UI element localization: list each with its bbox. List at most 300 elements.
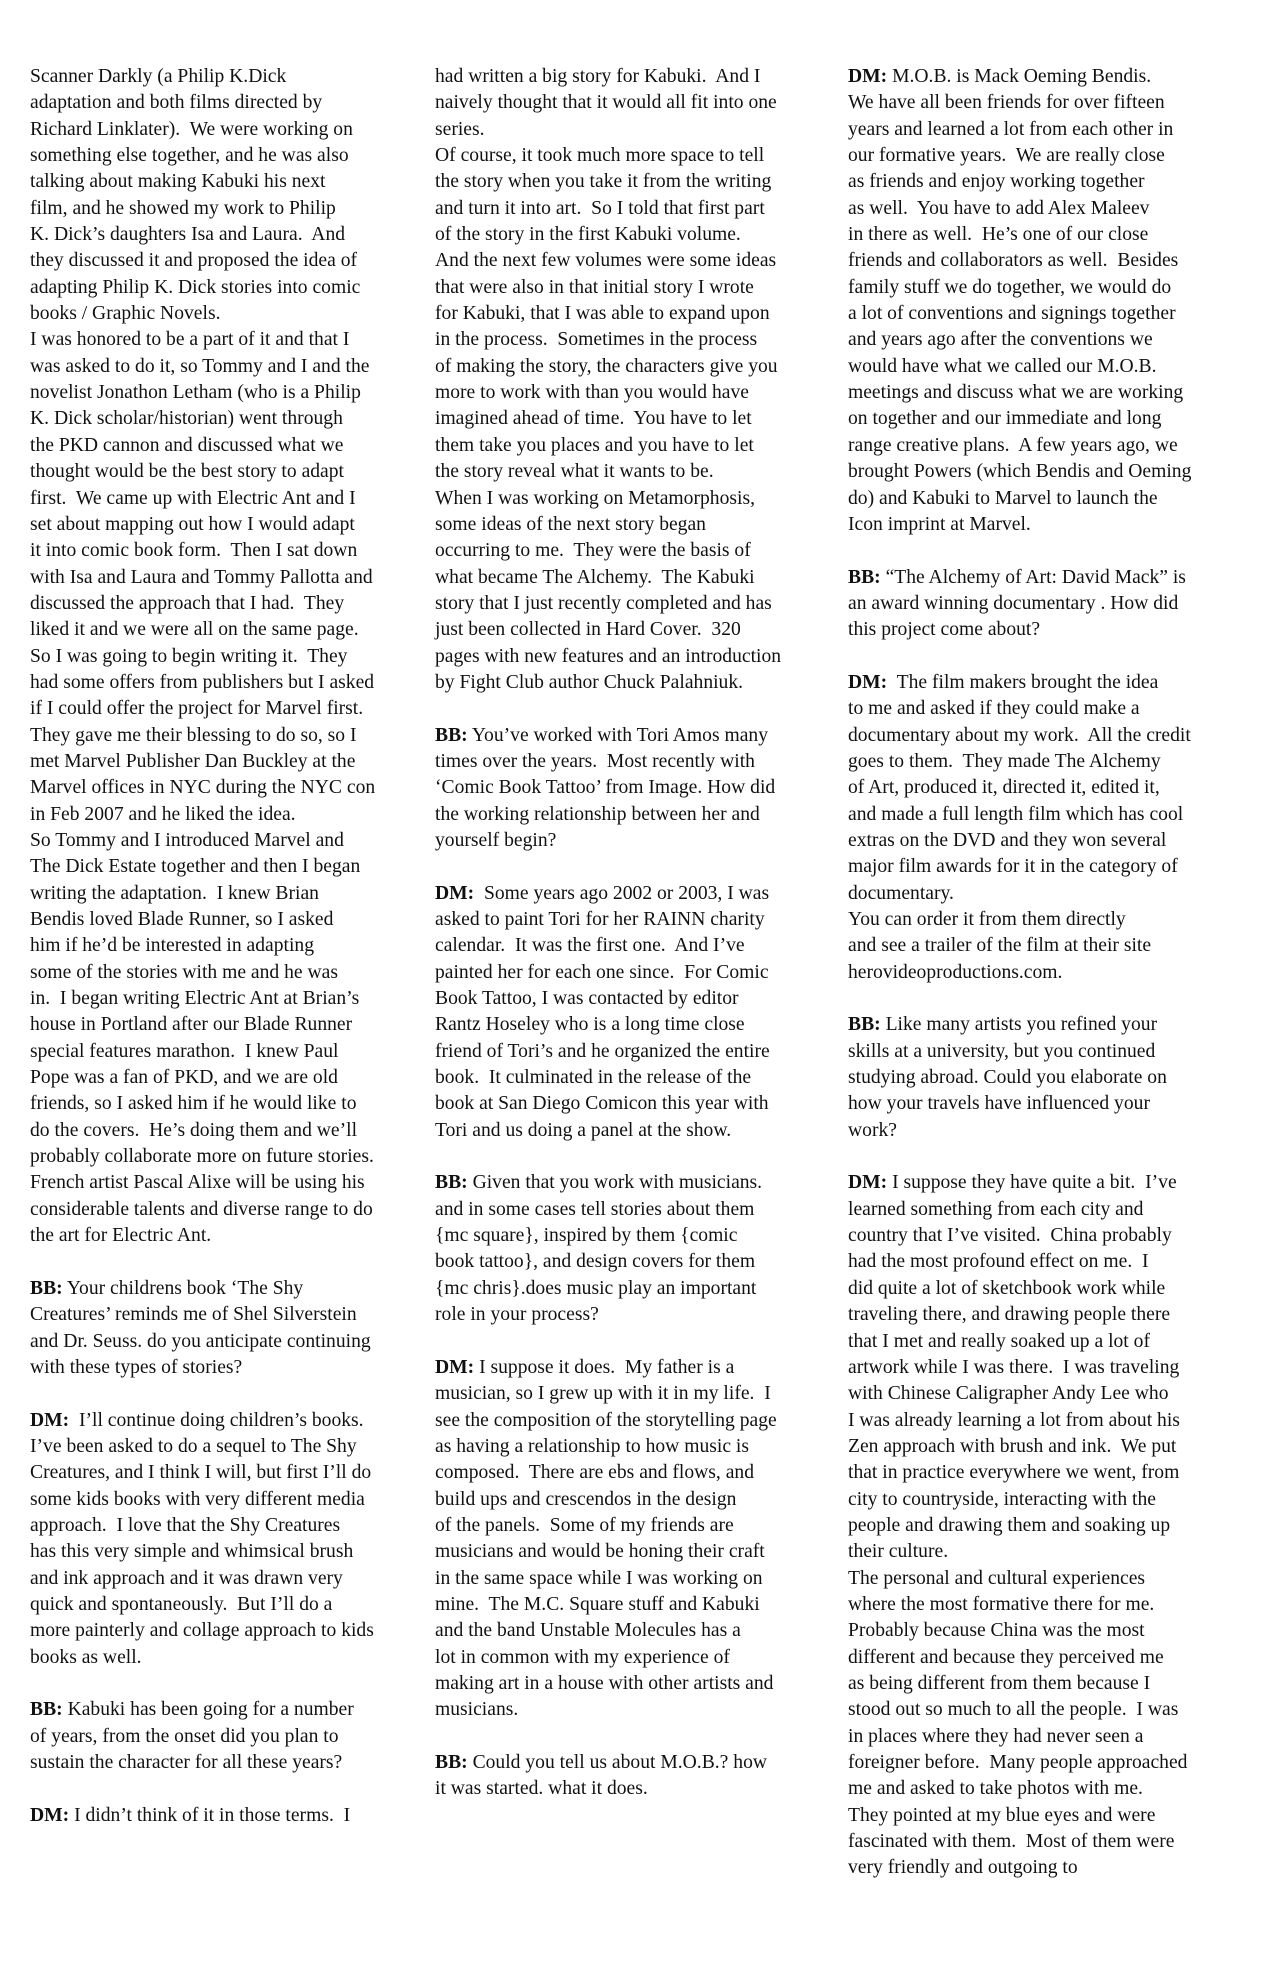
- text-line: [435, 1487, 835, 1513]
- line-text: in the same space while I was working on: [435, 1567, 763, 1589]
- paragraph: [848, 670, 1248, 986]
- line-text: just been collected in Hard Cover. 320: [435, 619, 741, 641]
- text-line: [848, 301, 1248, 327]
- text-line: [435, 670, 835, 696]
- text-line: [30, 1618, 430, 1644]
- line-text: sustain the character for all these years?: [30, 1752, 343, 1773]
- line-text: foreigner before. Many people approached: [848, 1752, 1188, 1773]
- line-text: friend of Tori’s and he organized the entire: [435, 1040, 770, 1062]
- text-line: [435, 1170, 835, 1196]
- line-text: herovideoproductions.com.: [848, 961, 1063, 983]
- text-line: [848, 881, 1248, 907]
- text-line: [848, 1618, 1248, 1644]
- line-text: and in some cases tell stories about them: [435, 1198, 755, 1220]
- text-line: [435, 749, 835, 775]
- line-text: studying abroad. Could you elaborate on: [848, 1067, 1167, 1089]
- text-line: [848, 670, 1248, 696]
- line-text: that were also in that initial story I wrote: [435, 276, 754, 298]
- text-line: [848, 1829, 1248, 1855]
- paragraph: [848, 565, 1248, 644]
- text-line: [435, 1302, 835, 1328]
- text-line: [30, 486, 430, 512]
- text-line: [848, 1276, 1248, 1302]
- line-text: making art in a house with other artists and: [435, 1672, 774, 1694]
- text-line: [435, 486, 835, 512]
- line-text: had some offers from publishers but I asked: [30, 671, 375, 693]
- text-line: [848, 1697, 1248, 1723]
- line-text: by Fight Club author Chuck Palahniuk.: [435, 671, 744, 693]
- line-text: Tori and us doing a panel at the show.: [435, 1119, 732, 1141]
- text-line: [30, 117, 430, 143]
- text-line: [30, 1408, 430, 1434]
- text-line: [30, 960, 430, 986]
- text-line: [30, 64, 430, 90]
- text-line: [30, 591, 430, 617]
- text-line: [435, 1776, 835, 1802]
- text-line: [435, 143, 835, 169]
- line-text: Probably because China was the most: [848, 1620, 1145, 1642]
- text-line: [30, 802, 430, 828]
- paragraph: [30, 64, 430, 1249]
- line-text: times over the years. Most recently with: [435, 750, 755, 772]
- text-line: [435, 1408, 835, 1434]
- line-text: series.: [435, 118, 485, 140]
- line-text: Given that you work with musicians.: [467, 1172, 763, 1194]
- text-column-3: [848, 64, 1248, 1882]
- paragraph-spacer: [435, 1724, 835, 1750]
- text-line: [848, 1750, 1248, 1776]
- text-line: [30, 538, 430, 564]
- line-text: musicians.: [435, 1699, 519, 1721]
- line-text: You can order it from them directly: [848, 909, 1126, 930]
- line-text: has this very simple and whimsical brush: [30, 1541, 354, 1563]
- text-line: [30, 1144, 430, 1170]
- paragraph: [30, 1697, 430, 1776]
- speaker-label: DM:: [848, 66, 888, 87]
- line-text: house in Portland after our Blade Runner: [30, 1014, 353, 1036]
- line-text: mine. The M.C. Square stuff and Kabuki: [435, 1593, 760, 1615]
- text-line: [848, 1302, 1248, 1328]
- line-text: M.O.B. is Mack Oeming Bendis.: [887, 66, 1152, 87]
- line-text: an award winning documentary . How did: [848, 592, 1179, 614]
- line-text: in Feb 2007 and he liked the idea.: [30, 803, 296, 825]
- line-text: “The Alchemy of Art: David Mack” is: [880, 566, 1186, 588]
- text-line: [848, 196, 1248, 222]
- line-text: lot in common with my experience of: [435, 1646, 730, 1668]
- line-text: And the next few volumes were some ideas: [435, 250, 777, 272]
- paragraph-spacer: [848, 538, 1248, 564]
- line-text: would have what we called our M.O.B.: [848, 355, 1157, 377]
- text-line: [30, 907, 430, 933]
- line-text: the story when you take it from the writing: [435, 171, 772, 193]
- paragraph: [848, 1170, 1248, 1881]
- text-line: [30, 565, 430, 591]
- line-text: Richard Linklater). We were working on: [30, 118, 353, 140]
- text-line: [848, 380, 1248, 406]
- text-column-1: [30, 64, 430, 1829]
- line-text: as being different from them because I: [848, 1672, 1151, 1694]
- text-line: [435, 1460, 835, 1486]
- text-line: [848, 1645, 1248, 1671]
- text-line: [30, 1012, 430, 1038]
- line-text: book. It culminated in the release of the: [435, 1067, 752, 1089]
- line-text: their culture.: [848, 1541, 949, 1563]
- line-text: of the story in the first Kabuki volume.: [435, 224, 741, 246]
- text-line: [30, 327, 430, 353]
- line-text: I was already learning a lot from about his: [848, 1409, 1180, 1431]
- text-line: [435, 1645, 835, 1671]
- text-line: [848, 327, 1248, 353]
- line-text: set about mapping out how I would adapt: [30, 513, 355, 535]
- line-text: some kids books with very different media: [30, 1488, 365, 1510]
- text-line: [435, 1566, 835, 1592]
- paragraph: [435, 1170, 835, 1328]
- paragraph-spacer: [848, 986, 1248, 1012]
- line-text: The film makers brought the idea: [887, 671, 1159, 693]
- text-line: [435, 1065, 835, 1091]
- line-text: very friendly and outgoing to: [848, 1857, 1078, 1879]
- text-line: [30, 275, 430, 301]
- text-line: [30, 1566, 430, 1592]
- text-line: [435, 1697, 835, 1723]
- line-text: special features marathon. I knew Paul: [30, 1040, 339, 1062]
- text-line: [30, 749, 430, 775]
- line-text: Scanner Darkly (a Philip K.Dick: [30, 66, 287, 87]
- text-line: [848, 406, 1248, 432]
- paragraph-spacer: [435, 696, 835, 722]
- text-line: [848, 1803, 1248, 1829]
- text-line: [848, 696, 1248, 722]
- line-text: and turn it into art. So I told that first part: [435, 197, 765, 219]
- line-text: {mc chris}.does music play an important: [435, 1277, 757, 1299]
- text-line: [30, 1750, 430, 1776]
- text-line: [848, 1039, 1248, 1065]
- line-text: and years ago after the conventions we: [848, 329, 1153, 351]
- text-line: [848, 1223, 1248, 1249]
- text-line: [435, 1012, 835, 1038]
- line-text: K. Dick’s daughters Isa and Laura. And: [30, 224, 346, 246]
- text-line: [848, 1724, 1248, 1750]
- text-line: [30, 775, 430, 801]
- line-text: talking about making Kabuki his next: [30, 171, 326, 193]
- line-text: with these types of stories?: [30, 1356, 243, 1378]
- line-text: more to work with than you would have: [435, 382, 749, 404]
- line-text: if I could offer the project for Marvel first.: [30, 698, 364, 720]
- paragraph: [435, 881, 835, 1144]
- paragraph-spacer: [848, 1144, 1248, 1170]
- line-text: The personal and cultural experiences: [848, 1567, 1146, 1589]
- text-line: [848, 1170, 1248, 1196]
- text-line: [435, 327, 835, 353]
- line-text: and Dr. Seuss. do you anticipate continuing: [30, 1330, 371, 1352]
- line-text: in the process. Sometimes in the process: [435, 329, 758, 351]
- paragraph: [30, 1803, 430, 1829]
- line-text: I was honored to be a part of it and that I: [30, 329, 350, 351]
- paragraph-spacer: [30, 1381, 430, 1407]
- line-text: where the most formative there for me.: [848, 1593, 1155, 1615]
- line-text: family stuff we do together, we would do: [848, 276, 1172, 298]
- text-line: [30, 222, 430, 248]
- line-text: books / Graphic Novels.: [30, 303, 221, 325]
- line-text: our formative years. We are really close: [848, 145, 1165, 167]
- text-line: [435, 380, 835, 406]
- line-text: thought would be the best story to adapt: [30, 461, 344, 483]
- line-text: Pope was a fan of PKD, and we are old: [30, 1067, 338, 1089]
- text-line: [30, 1170, 430, 1196]
- line-text: K. Dick scholar/historian) went through: [30, 408, 343, 430]
- text-line: [848, 802, 1248, 828]
- paragraph: [435, 1750, 835, 1803]
- text-line: [848, 143, 1248, 169]
- text-line: [848, 1329, 1248, 1355]
- line-text: met Marvel Publisher Dan Buckley at the: [30, 750, 356, 772]
- text-line: [30, 854, 430, 880]
- text-line: [30, 1803, 430, 1829]
- line-text: what became The Alchemy. The Kabuki: [435, 566, 755, 588]
- line-text: We have all been friends for over fifteen: [848, 92, 1165, 114]
- text-line: [30, 1197, 430, 1223]
- text-line: [435, 459, 835, 485]
- line-text: book tattoo}, and design covers for them: [435, 1251, 756, 1273]
- text-line: [435, 248, 835, 274]
- line-text: Rantz Hoseley who is a long time close: [435, 1014, 745, 1036]
- text-line: [30, 1302, 430, 1328]
- text-line: [30, 512, 430, 538]
- paragraph: [435, 1355, 835, 1724]
- line-text: artwork while I was there. I was traveling: [848, 1356, 1180, 1378]
- line-text: novelist Jonathon Letham (who is a Philip: [30, 382, 361, 404]
- text-line: [435, 960, 835, 986]
- line-text: as having a relationship to how music is: [435, 1435, 749, 1457]
- line-text: as well. You have to add Alex Maleev: [848, 197, 1150, 219]
- line-text: adaptation and both films directed by: [30, 92, 323, 114]
- text-line: [848, 1513, 1248, 1539]
- line-text: discussed the approach that I had. They: [30, 592, 345, 614]
- text-line: [848, 1671, 1248, 1697]
- text-line: [435, 1118, 835, 1144]
- text-column-2: [435, 64, 835, 1803]
- line-text: documentary.: [848, 882, 954, 904]
- text-line: [435, 1276, 835, 1302]
- text-line: [848, 1539, 1248, 1565]
- text-line: [848, 459, 1248, 485]
- text-line: [30, 1592, 430, 1618]
- text-line: [848, 248, 1248, 274]
- paragraph: [848, 1012, 1248, 1144]
- text-line: [848, 617, 1248, 643]
- line-text: of years, from the onset did you plan to: [30, 1725, 339, 1747]
- text-line: [30, 354, 430, 380]
- text-line: [848, 1434, 1248, 1460]
- line-text: yourself begin?: [435, 829, 557, 851]
- text-line: [848, 749, 1248, 775]
- line-text: meetings and discuss what we are working: [848, 382, 1184, 404]
- line-text: imagined ahead of time. You have to let: [435, 408, 752, 430]
- text-line: [435, 617, 835, 643]
- speaker-label: DM:: [848, 671, 888, 693]
- speaker-label: DM:: [435, 882, 475, 904]
- text-line: [848, 1065, 1248, 1091]
- line-text: They pointed at my blue eyes and were: [848, 1804, 1156, 1826]
- line-text: people and drawing them and soaking up: [848, 1514, 1171, 1536]
- line-text: calendar. It was the first one. And I’ve: [435, 935, 745, 957]
- line-text: the story reveal what it wants to be.: [435, 461, 714, 483]
- text-line: [30, 881, 430, 907]
- text-line: [848, 1592, 1248, 1618]
- paragraph-spacer: [435, 1144, 835, 1170]
- text-line: [435, 933, 835, 959]
- text-line: [30, 1355, 430, 1381]
- text-line: [30, 933, 430, 959]
- text-line: [848, 169, 1248, 195]
- line-text: writing the adaptation. I knew Brian: [30, 882, 319, 904]
- text-line: [30, 1487, 430, 1513]
- text-line: [435, 802, 835, 828]
- text-line: [435, 565, 835, 591]
- text-line: [848, 723, 1248, 749]
- line-text: approach. I love that the Shy Creatures: [30, 1514, 341, 1536]
- text-line: [435, 1434, 835, 1460]
- text-line: [435, 1355, 835, 1381]
- text-line: [848, 907, 1248, 933]
- paragraph-spacer: [30, 1249, 430, 1275]
- line-text: skills at a university, but you continued: [848, 1040, 1156, 1062]
- speaker-label: DM:: [30, 1409, 70, 1431]
- line-text: pages with new features and an introduction: [435, 645, 782, 667]
- line-text: French artist Pascal Alixe will be using his: [30, 1172, 365, 1194]
- text-line: [435, 1249, 835, 1275]
- text-line: [435, 591, 835, 617]
- line-text: major film awards for it in the category of: [848, 856, 1178, 878]
- line-text: Like many artists you refined your: [880, 1014, 1158, 1036]
- paragraph-spacer: [435, 1329, 835, 1355]
- text-line: [848, 1487, 1248, 1513]
- text-line: [848, 90, 1248, 116]
- line-text: city to countryside, interacting with the: [848, 1488, 1156, 1510]
- line-text: I’ve been asked to do a sequel to The Shy: [30, 1435, 357, 1457]
- text-line: [30, 380, 430, 406]
- text-line: [848, 1249, 1248, 1275]
- line-text: and the band Unstable Molecules has a: [435, 1620, 741, 1642]
- line-text: Creatures’ reminds me of Shel Silverstein: [30, 1304, 357, 1326]
- line-text: for Kabuki, that I was able to expand upon: [435, 303, 770, 325]
- text-line: [435, 90, 835, 116]
- line-text: how your travels have influenced your: [848, 1093, 1150, 1115]
- speaker-label: BB:: [848, 566, 881, 588]
- line-text: do) and Kabuki to Marvel to launch the: [848, 487, 1158, 509]
- text-line: [435, 196, 835, 222]
- text-line: [848, 512, 1248, 538]
- line-text: this project come about?: [848, 619, 1041, 641]
- text-line: [435, 1671, 835, 1697]
- speaker-label: BB:: [30, 1277, 63, 1299]
- line-text: some ideas of the next story began: [435, 513, 706, 535]
- text-line: [30, 828, 430, 854]
- text-line: [435, 512, 835, 538]
- text-line: [30, 670, 430, 696]
- paragraph: [435, 64, 835, 696]
- line-text: So I was going to begin writing it. They: [30, 645, 348, 667]
- text-line: [848, 591, 1248, 617]
- text-line: [30, 1091, 430, 1117]
- paragraph-spacer: [30, 1671, 430, 1697]
- text-line: [30, 1065, 430, 1091]
- text-line: [30, 1513, 430, 1539]
- line-text: country that I’ve visited. China probably: [848, 1225, 1172, 1247]
- line-text: of the panels. Some of my friends are: [435, 1514, 734, 1536]
- line-text: stood out so much to all the people. I was: [848, 1699, 1179, 1721]
- paragraph-spacer: [435, 854, 835, 880]
- line-text: fascinated with them. Most of them were: [848, 1831, 1175, 1853]
- line-text: do the covers. He’s doing them and we’ll: [30, 1119, 358, 1141]
- line-text: Zen approach with brush and ink. We put: [848, 1435, 1177, 1457]
- line-text: friends, so I asked him if he would like to: [30, 1093, 357, 1115]
- line-text: Icon imprint at Marvel.: [848, 513, 1031, 535]
- line-text: adapting Philip K. Dick stories into comic: [30, 276, 361, 298]
- line-text: of Art, produced it, directed it, edited it,: [848, 777, 1160, 799]
- text-line: [30, 1434, 430, 1460]
- speaker-label: BB:: [30, 1699, 63, 1721]
- text-line: [435, 1223, 835, 1249]
- text-line: [435, 301, 835, 327]
- paragraph-spacer: [848, 644, 1248, 670]
- text-line: [30, 1539, 430, 1565]
- line-text: to me and asked if they could make a: [848, 698, 1140, 720]
- speaker-label: BB:: [848, 1014, 881, 1036]
- text-line: [848, 854, 1248, 880]
- line-text: with Isa and Laura and Tommy Pallotta and: [30, 566, 373, 588]
- line-text: ‘Comic Book Tattoo’ from Image. How did: [435, 777, 776, 799]
- text-line: [30, 1645, 430, 1671]
- line-text: Your childrens book ‘The Shy: [62, 1277, 304, 1299]
- text-line: [435, 222, 835, 248]
- line-text: probably collaborate more on future stories.: [30, 1146, 374, 1168]
- text-line: [30, 196, 430, 222]
- text-line: [30, 169, 430, 195]
- line-text: the working relationship between her and: [435, 803, 760, 825]
- line-text: and see a trailer of the film at their site: [848, 935, 1152, 957]
- text-line: [30, 1697, 430, 1723]
- line-text: Book Tattoo, I was contacted by editor: [435, 988, 739, 1010]
- line-text: learned something from each city and: [848, 1198, 1144, 1220]
- text-line: [30, 1329, 430, 1355]
- line-text: on together and our immediate and long: [848, 408, 1162, 430]
- speaker-label: DM:: [30, 1804, 70, 1826]
- text-line: [30, 1460, 430, 1486]
- line-text: I’ll continue doing children’s books.: [69, 1409, 364, 1431]
- line-text: story that I just recently completed and has: [435, 592, 772, 614]
- line-text: of making the story, the characters give you: [435, 355, 778, 377]
- line-text: the PKD cannon and discussed what we: [30, 434, 344, 456]
- line-text: something else together, and he was also: [30, 145, 349, 167]
- line-text: see the composition of the storytelling page: [435, 1409, 777, 1431]
- line-text: in there as well. He’s one of our close: [848, 224, 1149, 246]
- text-line: [435, 1197, 835, 1223]
- text-line: [30, 986, 430, 1012]
- line-text: they discussed it and proposed the idea of: [30, 250, 358, 272]
- text-line: [30, 143, 430, 169]
- line-text: in. I began writing Electric Ant at Brian’s: [30, 988, 360, 1010]
- text-line: [848, 433, 1248, 459]
- line-text: asked to paint Tori for her RAINN charity: [435, 909, 765, 930]
- text-line: [435, 433, 835, 459]
- text-line: [30, 248, 430, 274]
- line-text: documentary about my work. All the credit: [848, 724, 1191, 746]
- line-text: Marvel offices in NYC during the NYC con: [30, 777, 376, 799]
- line-text: a lot of conventions and signings together: [848, 303, 1176, 325]
- line-text: You’ve worked with Tori Amos many: [467, 724, 769, 746]
- line-text: Of course, it took much more space to tell: [435, 145, 765, 167]
